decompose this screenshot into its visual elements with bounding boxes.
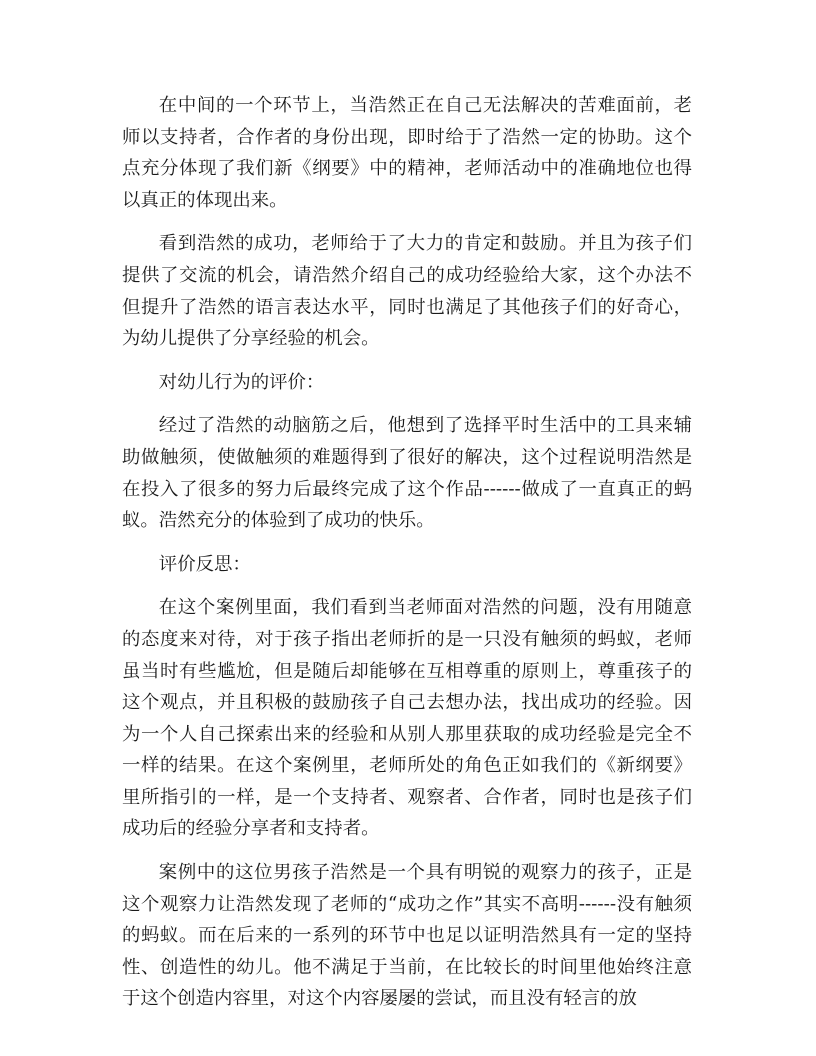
document-body bbox=[122, 90, 692, 1027]
paragraph: 看到浩然的成功，老师给于了大力的肯定和鼓励。并且为孩子们提供了交流的机会，请浩然介绍自己的成功经验给大家，这个办法不但提升了浩然的语言表达水平，同时也满足了其他孩子们的好奇心，为幼儿提供了分享经验的机会。 bbox=[122, 233, 692, 350]
paragraph: 经过了浩然的动脑筋之后，他想到了选择平时生活中的工具来辅助做触须，使做触须的难题得到了很好的解决，这个过程说明浩然是在投入了很多的努力后最终完成了这个作品------做成了一直真正的蚂蚁。浩然充分的体验到了成功的快乐。 bbox=[122, 415, 692, 532]
section-heading: 对幼儿行为的评价： bbox=[158, 371, 325, 393]
paragraph: 在这个案例里面，我们看到当老师面对浩然的问题，没有用随意的态度来对待，对于孩子指出老师折的是一只没有触须的蚂蚁，老师虽当时有些尴尬，但是随后却能够在互相尊重的原则上，尊重孩子的这个观点，并且积极的鼓励孩子自己去想办法，找出成功的经验。因为一个人自己探索出来的经验和从别人那里获取的成功经验是完全不一样的结果。在这个案例里，老师所处的角色正如我们的《新纲要》里所指引的一样，是一个支持者、观察者、合作者，同时也是孩子们成功后的经验分享者和支持者。 bbox=[122, 597, 692, 840]
paragraph: 案例中的这位男孩子浩然是一个具有明锐的观察力的孩子，正是这个观察力让浩然发现了老师的“成功之作”其实不高明------没有触须的蚂蚁。而在后来的一系列的环节中也足以证明浩然具有一定的坚持性、创造性的幼儿。他不满足于当前，在比较长的时间里他始终注意于这个创造内容里，对这个内容屡屡的尝试，而且没有轻言的放 bbox=[122, 862, 692, 1010]
paragraph: 在中间的一个环节上，当浩然正在自己无法解决的苦难面前，老师以支持者，合作者的身份出现，即时给于了浩然一定的协助。这个点充分体现了我们新《纲要》中的精神，老师活动中的准确地位也得以真正的体现出来。 bbox=[122, 95, 692, 211]
section-heading: 评价反思： bbox=[158, 553, 251, 575]
